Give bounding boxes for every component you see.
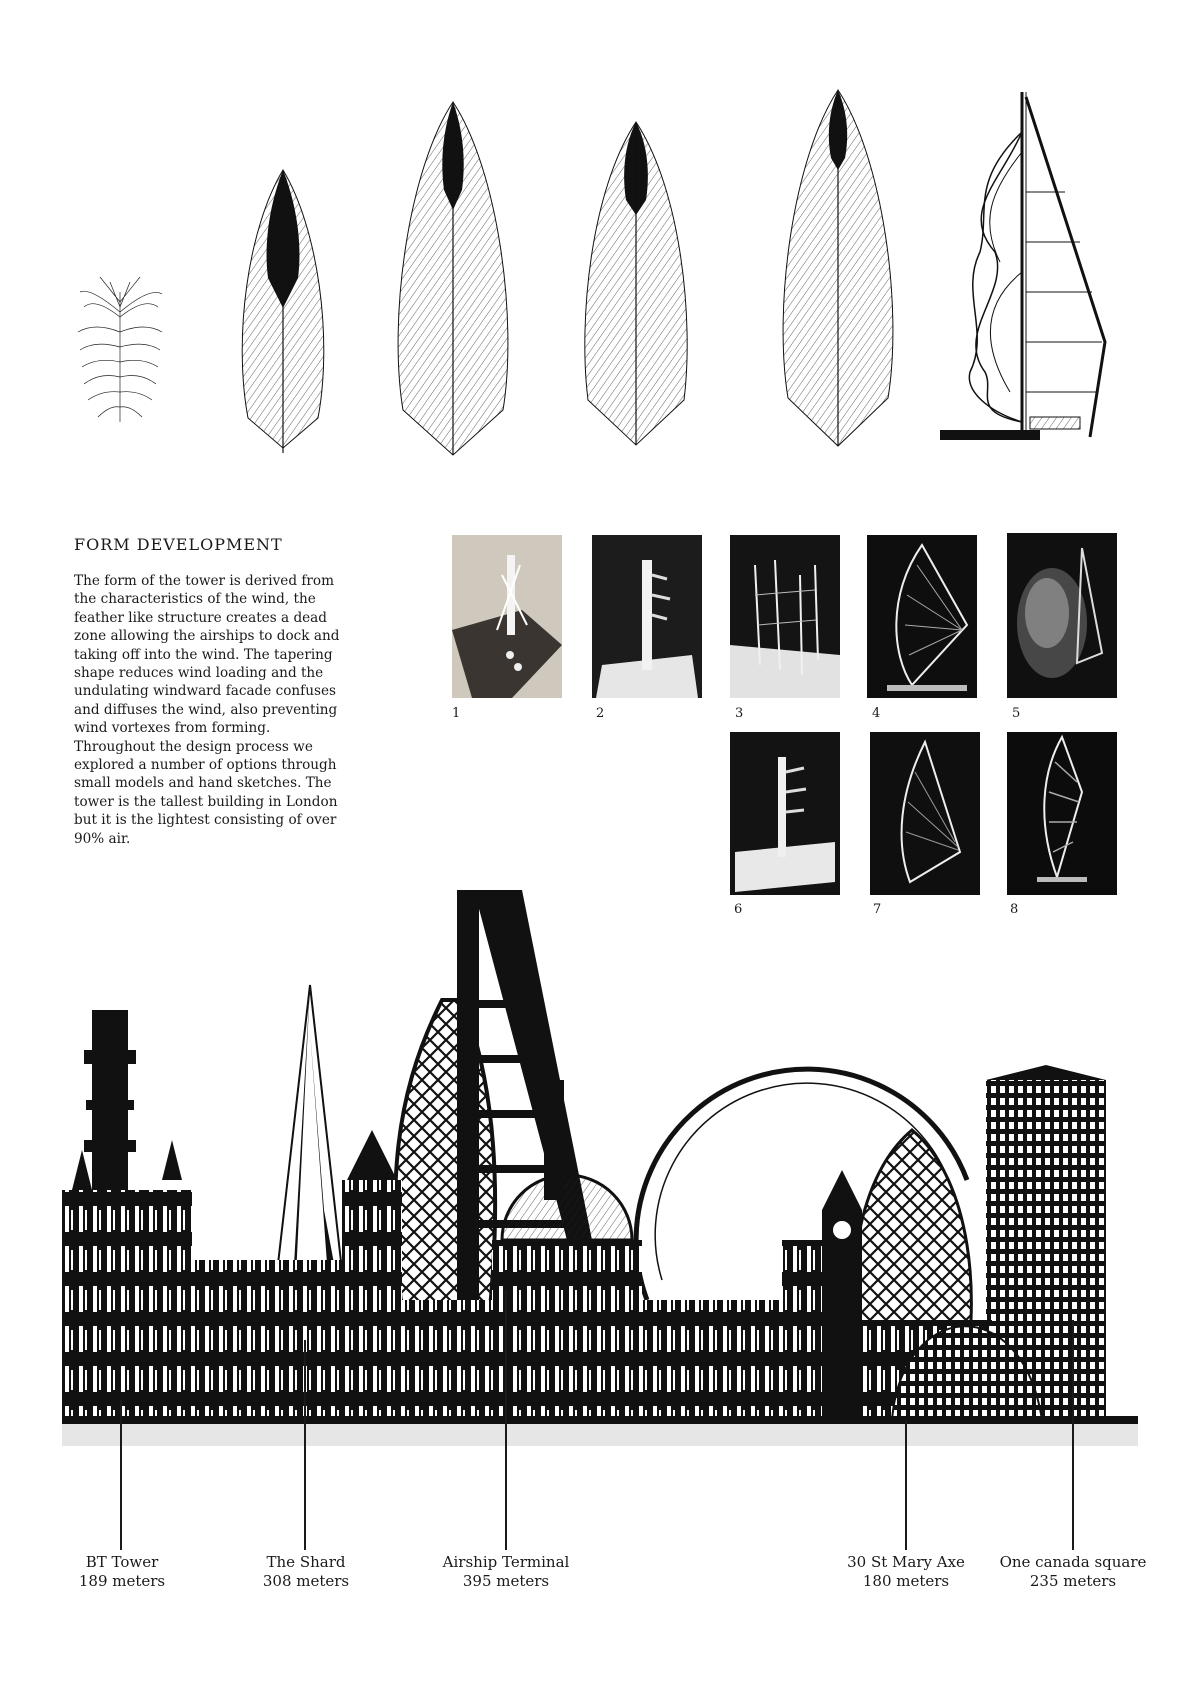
london-skyline-collage — [62, 880, 1138, 1540]
model-photo-5 — [1007, 533, 1117, 698]
photo-number-1: 1 — [452, 706, 461, 721]
leader-line-bt-tower — [120, 1400, 122, 1550]
label-bt-tower-height: 189 meters — [78, 1572, 166, 1590]
label-bt-tower-name: BT Tower — [85, 1553, 159, 1571]
label-30-st-mary-axe-name: 30 St Mary Axe — [847, 1553, 965, 1571]
photo-number-6: 6 — [734, 902, 743, 917]
model-photo-1 — [452, 535, 562, 698]
photo-number-3: 3 — [735, 706, 744, 721]
label-airship-terminal-name: Airship Terminal — [442, 1553, 570, 1571]
feather-sketch-5 — [773, 88, 903, 450]
feather-sketch-3 — [388, 100, 518, 460]
feather-sketch-4 — [576, 120, 696, 450]
label-the-shard — [221, 1553, 391, 1591]
label-one-canada-square-height: 235 meters — [1029, 1572, 1117, 1590]
leader-line-shard — [304, 1340, 306, 1550]
model-photo-6 — [730, 732, 840, 895]
label-bt-tower — [37, 1553, 207, 1591]
label-airship-terminal — [421, 1553, 591, 1591]
label-one-canada-square — [988, 1553, 1158, 1591]
photo-number-4: 4 — [872, 706, 881, 721]
label-the-shard-height: 308 meters — [262, 1572, 350, 1590]
leader-line-airship-terminal — [505, 1290, 507, 1550]
photo-number-8: 8 — [1010, 902, 1019, 917]
model-photo-3 — [730, 535, 840, 698]
photo-number-7: 7 — [873, 902, 882, 917]
model-photo-2 — [592, 535, 702, 698]
leader-line-canada-square — [1072, 1320, 1074, 1550]
section-heading: FORM DEVELOPMENT — [74, 535, 283, 554]
leader-line-gherkin — [905, 1420, 907, 1550]
photo-number-5: 5 — [1012, 706, 1021, 721]
label-the-shard-name: The Shard — [266, 1553, 346, 1571]
label-one-canada-square-name: One canada square — [999, 1553, 1147, 1571]
label-30-st-mary-axe-height: 180 meters — [862, 1572, 950, 1590]
model-photo-4 — [867, 535, 977, 698]
photo-number-2: 2 — [596, 706, 605, 721]
model-photo-7 — [870, 732, 980, 895]
feather-sketch-1 — [70, 272, 170, 432]
model-photo-8 — [1007, 732, 1117, 895]
label-airship-terminal-height: 395 meters — [462, 1572, 550, 1590]
description-paragraph: The form of the tower is derived from the characteristics of the wind, the feather like structure creates a dead zone allowing the airships to dock and taking off into the wind. The tapering shape reduces wind loading and the undulating windward facade confuses and diffuses the wind, also preventing wind vortexes from forming. Throughout the design process we explored a number of options through small models and hand sketches. The tower is the tallest building in London but it is the lightest consisting of over 90% air. — [74, 573, 340, 847]
tower-elevation-drawing — [940, 92, 1116, 446]
feather-sketch-2 — [228, 168, 338, 456]
label-30-st-mary-axe — [821, 1553, 991, 1591]
